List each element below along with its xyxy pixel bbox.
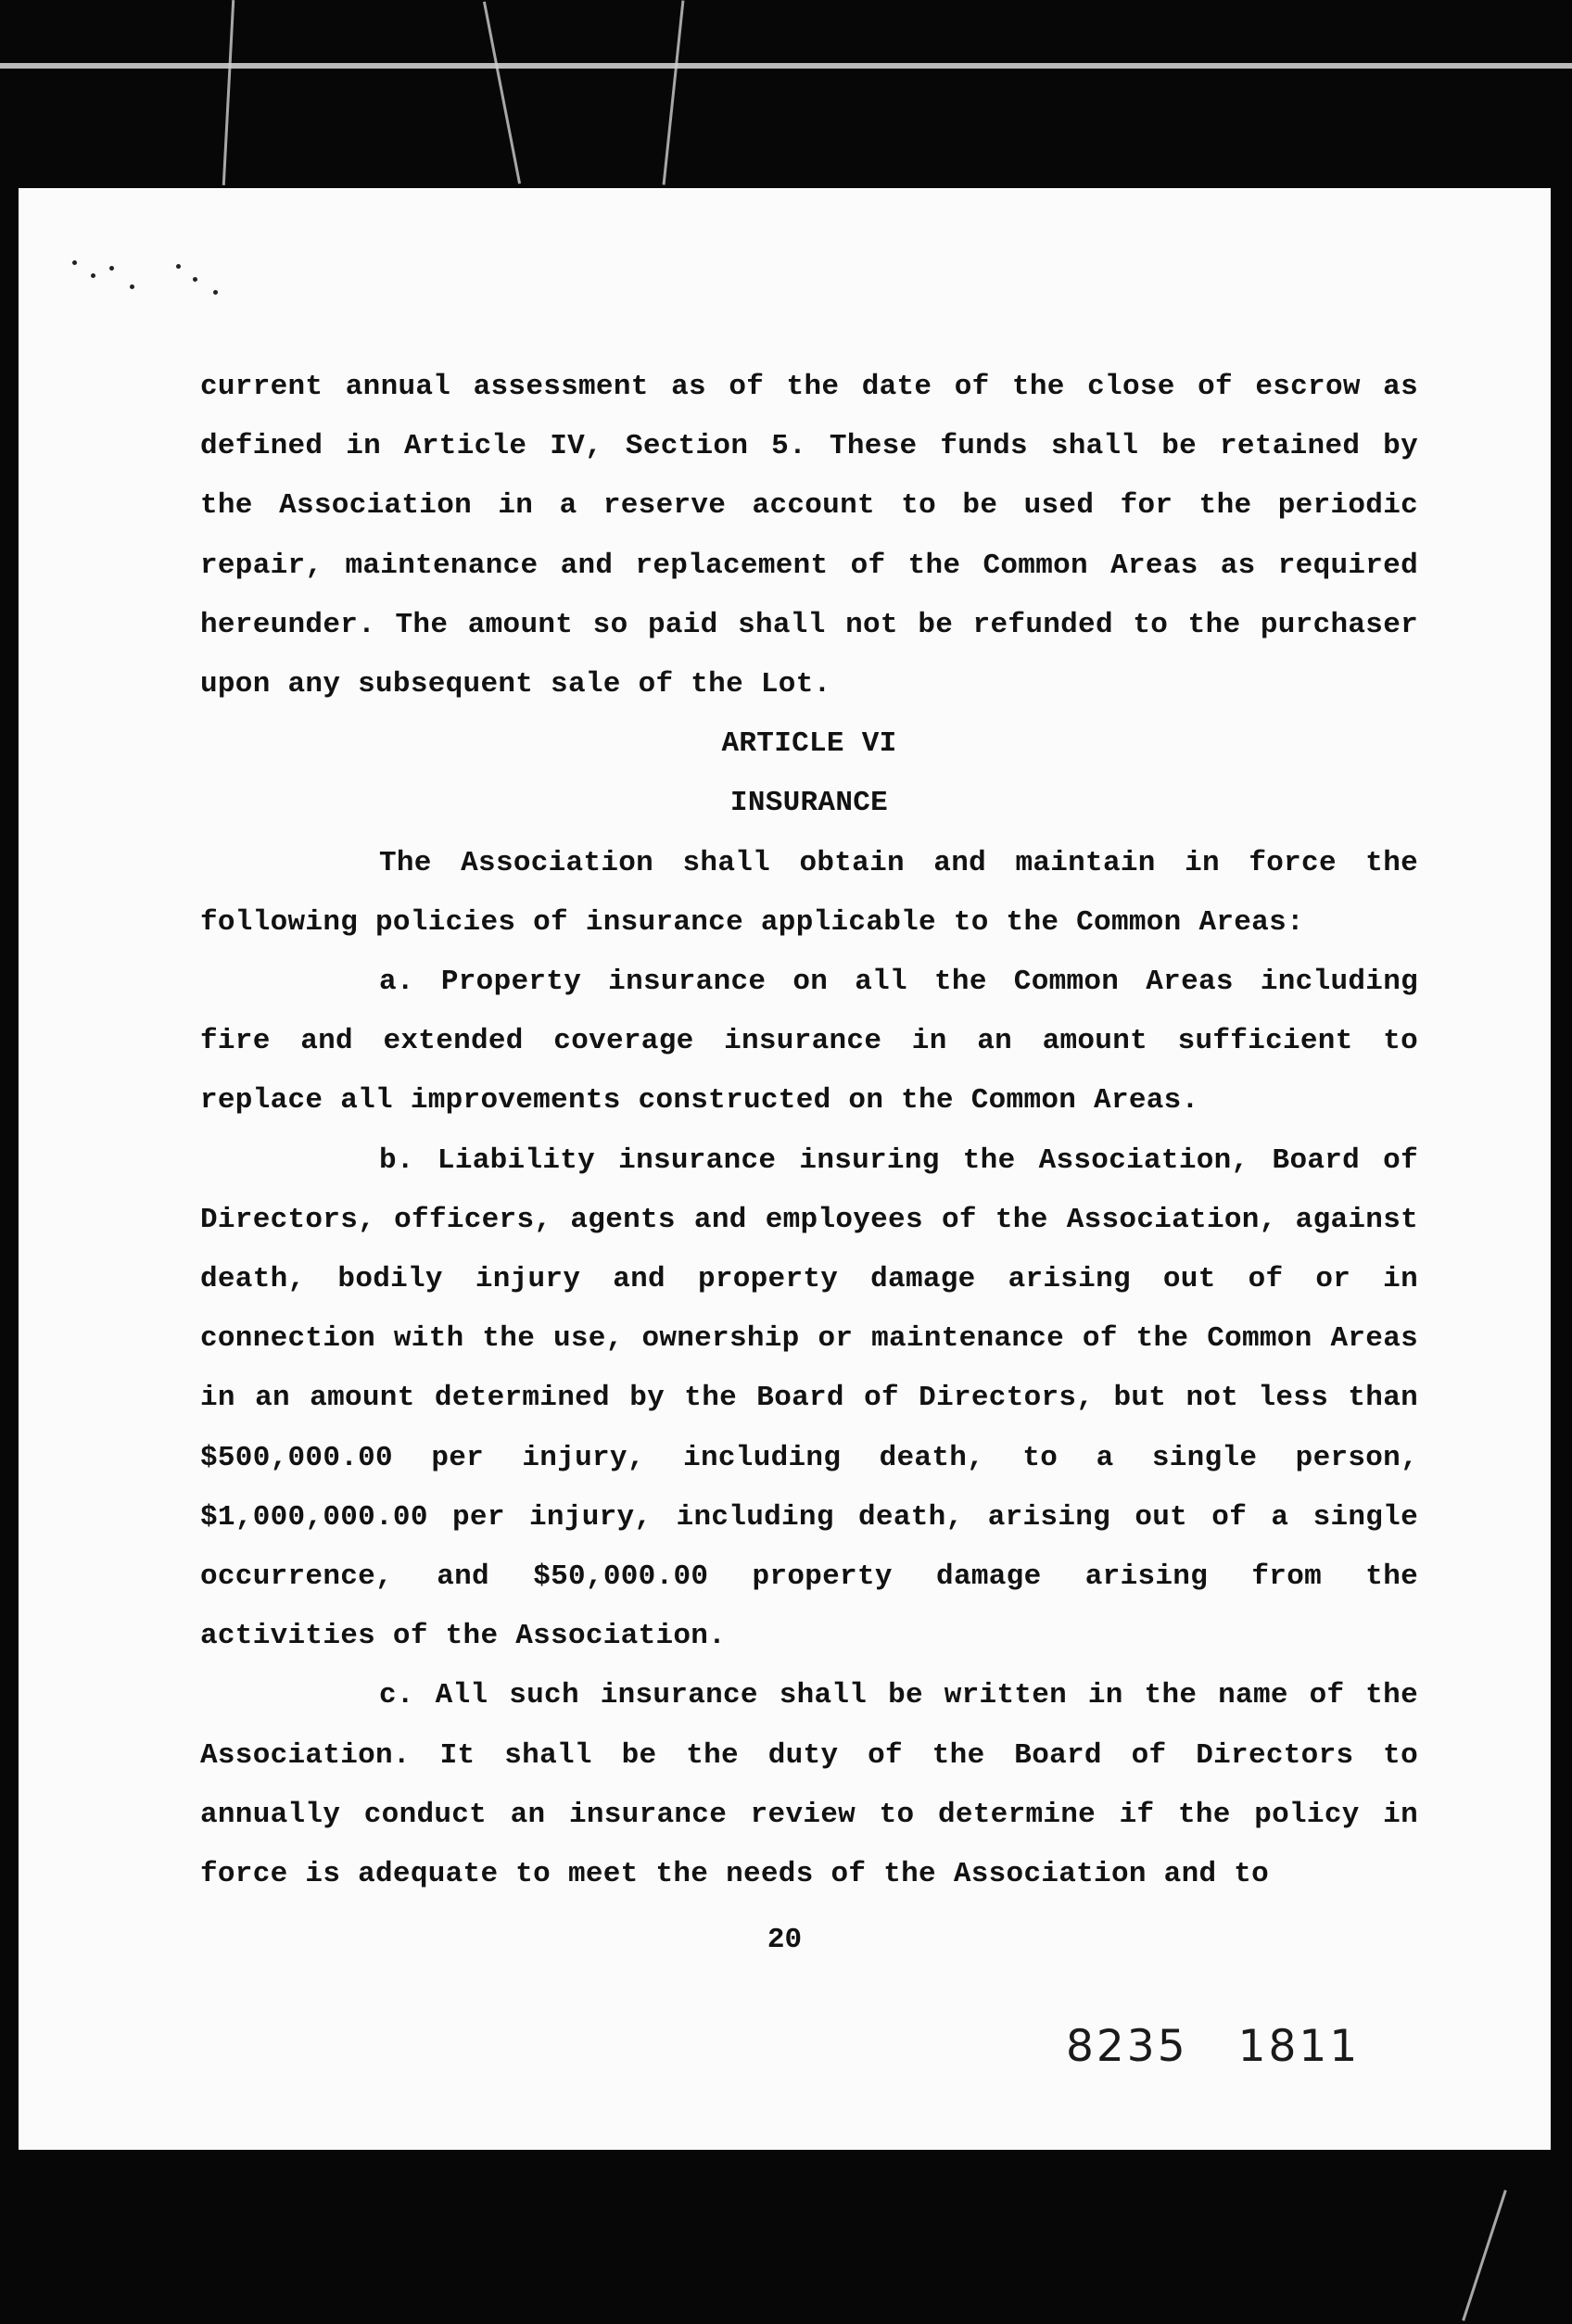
scan-speck xyxy=(91,273,95,278)
document-id-right: 1811 xyxy=(1237,2021,1361,2072)
paragraph-continuation: current annual assessment as of the date of the close of escrow as defined in Article IV, Section 5. These funds shall be retained by the Association in a reserve account to be used for the periodic repair, maintenance and replacement of the Common Areas as required hereunder. The amount so paid shall not be refunded to the purchaser upon any subsequent sale of the Lot. xyxy=(200,371,1418,701)
document-page xyxy=(19,188,1551,2150)
paragraph-item-c: c. All such insurance shall be written in the name of the Association. It shall be the duty of the Board of Directors to annually conduct an insurance review to determine if the policy in force is adequate to meet the needs of the Association and to xyxy=(200,1679,1418,1891)
paragraph-item-a: a. Property insurance on all the Common Areas including fire and extended coverage insurance in an amount sufficient to replace all improvements constructed on the Common Areas. xyxy=(200,966,1418,1118)
scan-speck xyxy=(193,277,197,282)
scan-speck xyxy=(72,260,77,265)
scan-speck xyxy=(176,264,181,269)
article-heading: ARTICLE VI xyxy=(721,727,897,761)
section-heading: INSURANCE xyxy=(729,787,889,820)
scan-speck xyxy=(109,266,114,271)
scan-speck xyxy=(130,284,134,289)
paragraph-item-b: b. Liability insurance insuring the Association, Board of Directors, officers, agents and employees of the Association, against death, bodily injury and property damage arising out of or in connection with the use, ownership or maintenance of the Common Areas in an amount determined by the Board of Directors, but not less than $500,000.00 per injury, including death, to a single person, $1,000,000.00 per injury, including death, arising out of a single occurrence, and $50,000.00 property damage arising from the activities of the Association. xyxy=(200,1143,1418,1653)
paragraph-intro: The Association shall obtain and maintain in force the following policies of insurance applicable to the Common Areas: xyxy=(200,846,1418,939)
document-id-stamp xyxy=(1066,2021,1360,2072)
document-body xyxy=(200,358,1418,1904)
page-number: 20 xyxy=(767,1924,803,1956)
document-id-left: 8235 xyxy=(1066,2021,1188,2072)
scan-top-rule xyxy=(0,63,1572,69)
scan-speck xyxy=(213,290,218,295)
